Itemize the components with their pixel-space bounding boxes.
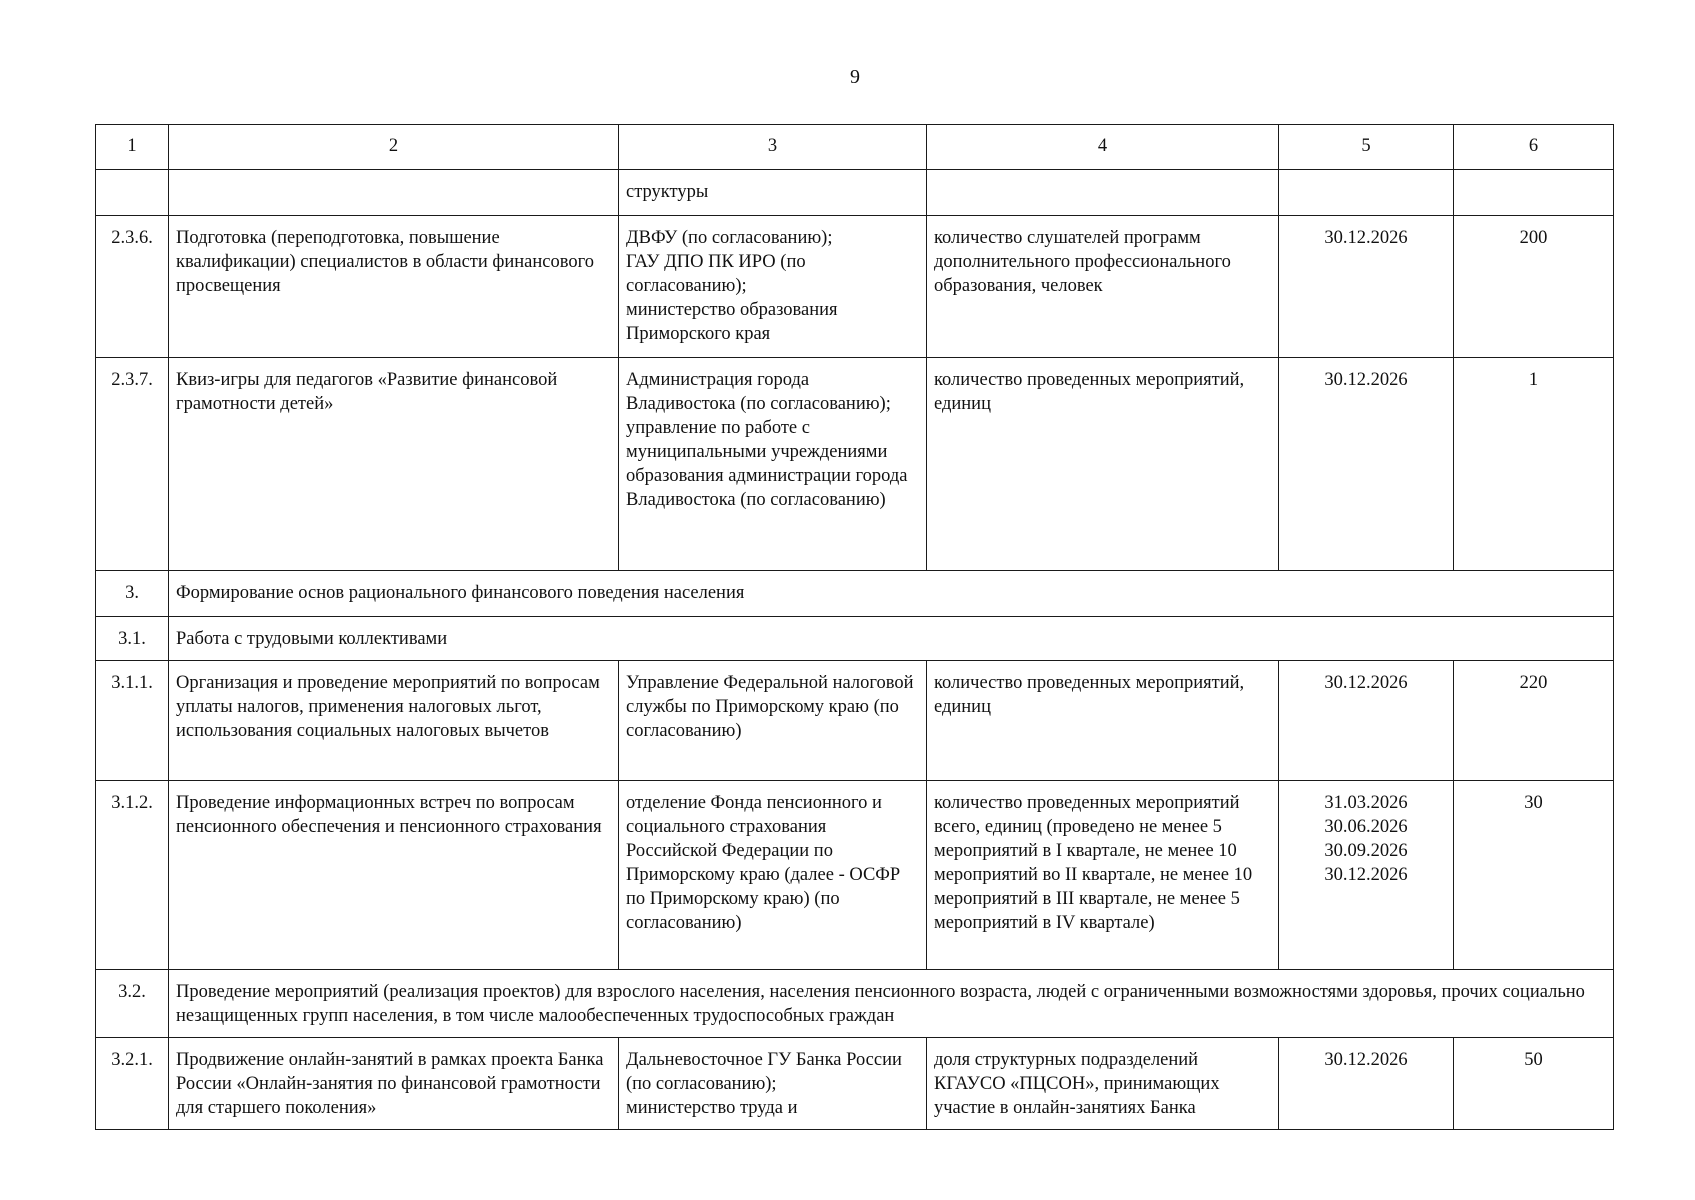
section-row [96,970,1614,1038]
indicator-cell: количество проведенных мероприятий, единиц [927,358,1279,571]
date-cell [1279,661,1454,781]
section-number-cell: 3.2. [96,970,169,1038]
executor-line: Управление Федеральной налоговой службы по Приморскому краю (по согласованию) [626,673,914,741]
table-row [96,170,1614,216]
number-cell [96,170,169,216]
executor-line: отделение Фонда пенсионного и социального страхования Российской Федерации по Приморскому краю (далее - ОСФР по Приморскому краю) (по согласованию) [626,793,901,933]
number-cell: 3.2.1. [96,1038,169,1130]
indicator-cell: количество проведенных мероприятий всего, единиц (проведено не менее 5 мероприятий в I квартале, не менее 10 мероприятий во II квартале, не менее 10 мероприятий в III квартале, не менее 5 мероприятий в IV квартале) [927,781,1279,970]
date-cell [1279,1038,1454,1130]
date-line: 30.12.2026 [1324,1050,1408,1070]
executor-line: ГАУ ДПО ПК ИРО (по согласованию); [626,252,806,296]
value-cell: 200 [1454,216,1614,358]
header-cell-3: 3 [619,125,927,170]
executor-line: управление по работе с муниципальными учреждениями образования администрации города Владивостока (по согласованию) [626,418,908,510]
value-cell: 50 [1454,1038,1614,1130]
date-cell [1279,170,1454,216]
executors-cell [619,661,927,781]
number-cell: 2.3.6. [96,216,169,358]
executor-line: Дальневосточное ГУ Банка России (по согласованию); [626,1050,902,1094]
section-row [96,571,1614,617]
indicator-cell [927,170,1279,216]
table-header-row [96,125,1614,170]
date-line: 30.06.2026 [1324,817,1408,837]
name-cell: Проведение информационных встреч по вопросам пенсионного обеспечения и пенсионного страхования [169,781,619,970]
executor-line: Администрация города Владивостока (по согласованию); [626,370,891,414]
date-line: 30.12.2026 [1324,865,1408,885]
name-cell: Подготовка (переподготовка, повышение квалификации) специалистов в области финансового просвещения [169,216,619,358]
date-line: 31.03.2026 [1324,793,1408,813]
executors-cell [619,781,927,970]
indicator-cell: количество проведенных мероприятий, единиц [927,661,1279,781]
executors-cell [619,358,927,571]
executor-line: министерство образования Приморского края [626,300,838,344]
date-line: 30.12.2026 [1324,370,1408,390]
name-cell: Квиз-игры для педагогов «Развитие финансовой грамотности детей» [169,358,619,571]
table-row [96,661,1614,781]
section-number-cell: 3.1. [96,617,169,661]
value-cell [1454,170,1614,216]
executor-line: ДВФУ (по согласованию); [626,228,833,248]
date-line: 30.12.2026 [1324,228,1408,248]
table-row [96,216,1614,358]
number-cell: 2.3.7. [96,358,169,571]
header-cell-6: 6 [1454,125,1614,170]
section-title-cell: Формирование основ рационального финансового поведения населения [169,571,1614,617]
executors-cell [619,216,927,358]
value-cell: 30 [1454,781,1614,970]
section-title-cell: Проведение мероприятий (реализация проектов) для взрослого населения, населения пенсионного возраста, людей с ограниченными возможностями здоровья, прочих социально незащищенных групп населения, в том числе малообеспеченных трудоспособных граждан [169,970,1614,1038]
section-title-cell: Работа с трудовыми коллективами [169,617,1614,661]
header-cell-4: 4 [927,125,1279,170]
section-number-cell: 3. [96,571,169,617]
table-row [96,358,1614,571]
executors-cell: структуры [619,170,927,216]
indicator-cell: количество слушателей программ дополнительного профессионального образования, человек [927,216,1279,358]
header-cell-1: 1 [96,125,169,170]
number-cell: 3.1.1. [96,661,169,781]
header-cell-5: 5 [1279,125,1454,170]
header-cell-2: 2 [169,125,619,170]
value-cell: 220 [1454,661,1614,781]
section-row [96,617,1614,661]
date-cell [1279,216,1454,358]
name-cell: Организация и проведение мероприятий по вопросам уплаты налогов, применения налоговых льгот, использования социальных налоговых вычетов [169,661,619,781]
plan-table [95,124,1614,1130]
page-number: 9 [850,66,860,88]
value-cell: 1 [1454,358,1614,571]
executors-cell [619,1038,927,1130]
date-cell [1279,781,1454,970]
table-row [96,781,1614,970]
executor-line: министерство труда и [626,1098,798,1118]
number-cell: 3.1.2. [96,781,169,970]
table-row [96,1038,1614,1130]
name-cell [169,170,619,216]
date-line: 30.09.2026 [1324,841,1408,861]
date-line: 30.12.2026 [1324,673,1408,693]
name-cell: Продвижение онлайн-занятий в рамках проекта Банка России «Онлайн-занятия по финансовой грамотности для старшего поколения» [169,1038,619,1130]
date-cell [1279,358,1454,571]
indicator-cell: доля структурных подразделений КГАУСО «ПЦСОН», принимающих участие в онлайн-занятиях Банка [927,1038,1279,1130]
